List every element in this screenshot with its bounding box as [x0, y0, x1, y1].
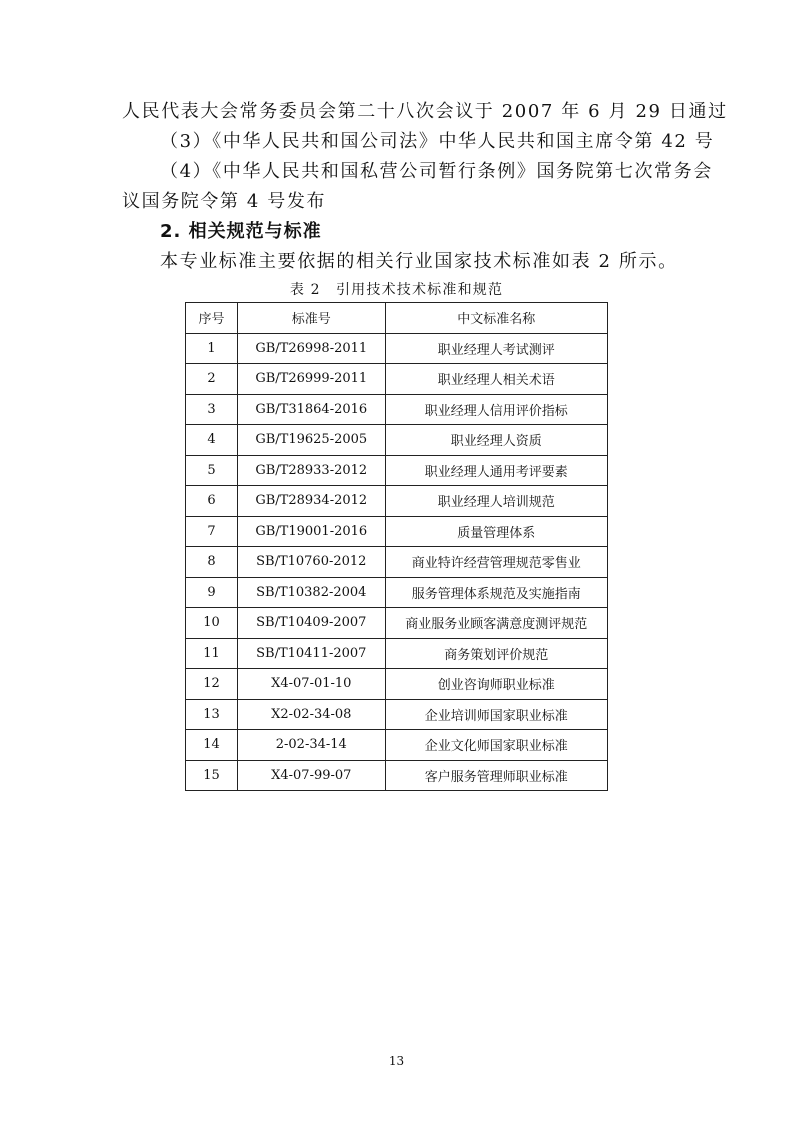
- cell-standard-name: 职业经理人信用评价指标: [385, 394, 607, 425]
- cell-standard-name: 商业特许经营管理规范零售业: [385, 547, 607, 578]
- table-row: [186, 486, 608, 517]
- section-heading: 2. 相关规范与标准: [160, 221, 322, 242]
- cell-serial: 15: [186, 760, 238, 791]
- list-item-continuation: 议国务院令第 4 号发布: [122, 191, 327, 212]
- table-row: [186, 364, 608, 395]
- cell-serial: 2: [186, 364, 238, 395]
- cell-serial: 13: [186, 699, 238, 730]
- cell-serial: 9: [186, 577, 238, 608]
- header-standard-name: 中文标准名称: [385, 303, 607, 334]
- cell-standard-code: SB/T10382-2004: [237, 577, 385, 608]
- cell-standard-name: 服务管理体系规范及实施指南: [385, 577, 607, 608]
- cell-standard-code: X2-02-34-08: [237, 699, 385, 730]
- cell-standard-code: 2-02-34-14: [237, 730, 385, 761]
- cell-standard-code: X4-07-01-10: [237, 669, 385, 700]
- table-row: [186, 638, 608, 669]
- cell-standard-name: 商业服务业顾客满意度测评规范: [385, 608, 607, 639]
- cell-serial: 14: [186, 730, 238, 761]
- table-row: [186, 577, 608, 608]
- table-row: [186, 699, 608, 730]
- cell-standard-name: 商务策划评价规范: [385, 638, 607, 669]
- cell-standard-code: X4-07-99-07: [237, 760, 385, 791]
- cell-standard-name: 职业经理人通用考评要素: [385, 455, 607, 486]
- cell-serial: 1: [186, 333, 238, 364]
- list-item-company-law: （3）《中华人民共和国公司法》中华人民共和国主席令第 42 号: [160, 131, 715, 152]
- table-row: [186, 608, 608, 639]
- cell-standard-name: 职业经理人相关术语: [385, 364, 607, 395]
- cell-standard-code: GB/T26998-2011: [237, 333, 385, 364]
- cell-standard-code: SB/T10760-2012: [237, 547, 385, 578]
- table-header-row: [186, 303, 608, 334]
- page-number: 13: [388, 1054, 405, 1068]
- cell-serial: 8: [186, 547, 238, 578]
- table-row: [186, 730, 608, 761]
- cell-serial: 11: [186, 638, 238, 669]
- cell-serial: 10: [186, 608, 238, 639]
- cell-standard-code: GB/T31864-2016: [237, 394, 385, 425]
- body-text-line: 人民代表大会常务委员会第二十八次会议于 2007 年 6 月 29 日通过: [122, 101, 728, 122]
- table-row: [186, 455, 608, 486]
- standards-table: [185, 302, 608, 791]
- cell-serial: 7: [186, 516, 238, 547]
- cell-standard-code: GB/T26999-2011: [237, 364, 385, 395]
- table-row: [186, 394, 608, 425]
- cell-standard-name: 职业经理人培训规范: [385, 486, 607, 517]
- cell-serial: 5: [186, 455, 238, 486]
- header-standard-code: 标准号: [237, 303, 385, 334]
- cell-standard-code: SB/T10411-2007: [237, 638, 385, 669]
- table-row: [186, 425, 608, 456]
- cell-standard-code: SB/T10409-2007: [237, 608, 385, 639]
- cell-standard-name: 职业经理人考试测评: [385, 333, 607, 364]
- table-caption: 表 2 引用技术技术标准和规范: [289, 282, 504, 298]
- table-row: [186, 333, 608, 364]
- cell-standard-code: GB/T28933-2012: [237, 455, 385, 486]
- table-row: [186, 516, 608, 547]
- cell-standard-code: GB/T19001-2016: [237, 516, 385, 547]
- table-row: [186, 547, 608, 578]
- table-row: [186, 669, 608, 700]
- cell-serial: 6: [186, 486, 238, 517]
- cell-standard-code: GB/T19625-2005: [237, 425, 385, 456]
- list-item-private-company-regulation: （4）《中华人民共和国私营公司暂行条例》国务院第七次常务会: [160, 161, 713, 182]
- cell-serial: 4: [186, 425, 238, 456]
- cell-standard-name: 客户服务管理师职业标准: [385, 760, 607, 791]
- cell-standard-name: 企业培训师国家职业标准: [385, 699, 607, 730]
- cell-serial: 12: [186, 669, 238, 700]
- header-serial: 序号: [186, 303, 238, 334]
- cell-serial: 3: [186, 394, 238, 425]
- cell-standard-name: 企业文化师国家职业标准: [385, 730, 607, 761]
- table-row: [186, 760, 608, 791]
- cell-standard-name: 职业经理人资质: [385, 425, 607, 456]
- body-text-intro: 本专业标准主要依据的相关行业国家技术标准如表 2 所示。: [160, 251, 678, 272]
- cell-standard-code: GB/T28934-2012: [237, 486, 385, 517]
- cell-standard-name: 质量管理体系: [385, 516, 607, 547]
- cell-standard-name: 创业咨询师职业标准: [385, 669, 607, 700]
